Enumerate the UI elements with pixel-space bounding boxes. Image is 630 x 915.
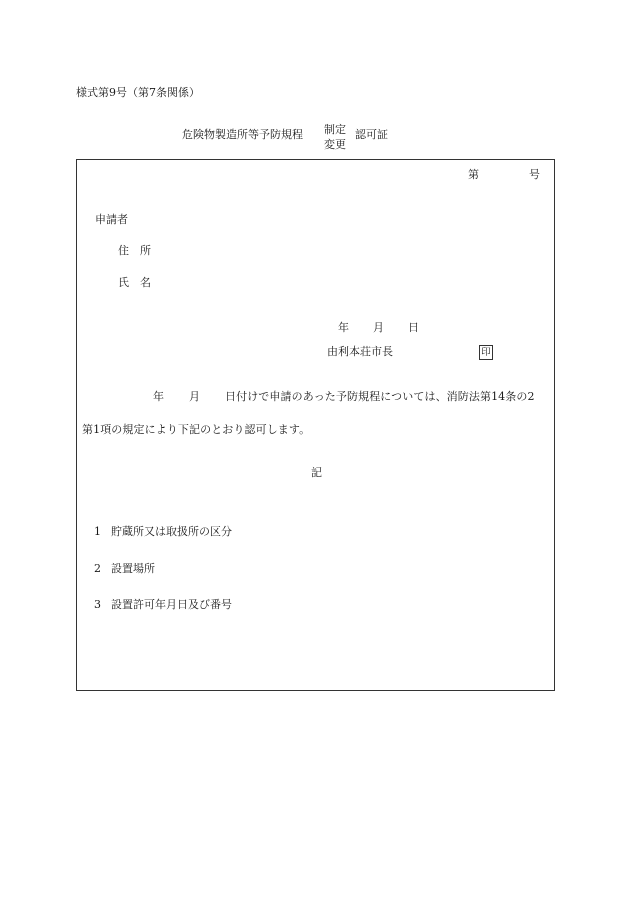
date-month: 月 [373, 321, 384, 334]
item-text-3: 設置許可年月日及び番号 [111, 598, 232, 611]
title-stack-top: 制定 [324, 123, 346, 136]
title-stack [324, 122, 346, 152]
date-year: 年 [338, 321, 349, 334]
body-month: 月 [189, 390, 201, 403]
body-year: 年 [153, 390, 165, 403]
title-stack-bottom: 変更 [324, 138, 346, 151]
item-number-1: 1 [94, 525, 101, 538]
body-line-1: 日付けで申請のあった予防規程については、消防法第14条の2 [225, 390, 535, 403]
document-title-main: 危険物製造所等予防規程 [182, 128, 303, 141]
date-day: 日 [408, 321, 419, 334]
name-label: 氏 名 [118, 276, 151, 289]
ki-heading: 記 [311, 466, 322, 479]
document-title-suffix: 認可証 [355, 128, 388, 141]
number-dai: 第 [468, 168, 479, 181]
item-text-2: 設置場所 [111, 562, 155, 575]
applicant-heading: 申請者 [95, 213, 128, 226]
item-number-2: 2 [94, 562, 101, 575]
issuer-title: 由利本荘市長 [327, 345, 393, 358]
item-number-3: 3 [94, 598, 101, 611]
seal-mark: 印 [479, 345, 493, 360]
number-go: 号 [529, 168, 540, 181]
address-label: 住 所 [118, 244, 151, 257]
item-text-1: 貯蔵所又は取扱所の区分 [111, 525, 232, 538]
form-label: 様式第9号（第7条関係） [76, 86, 200, 99]
body-line-2: 第1項の規定により下記のとおり認可します。 [82, 423, 311, 436]
